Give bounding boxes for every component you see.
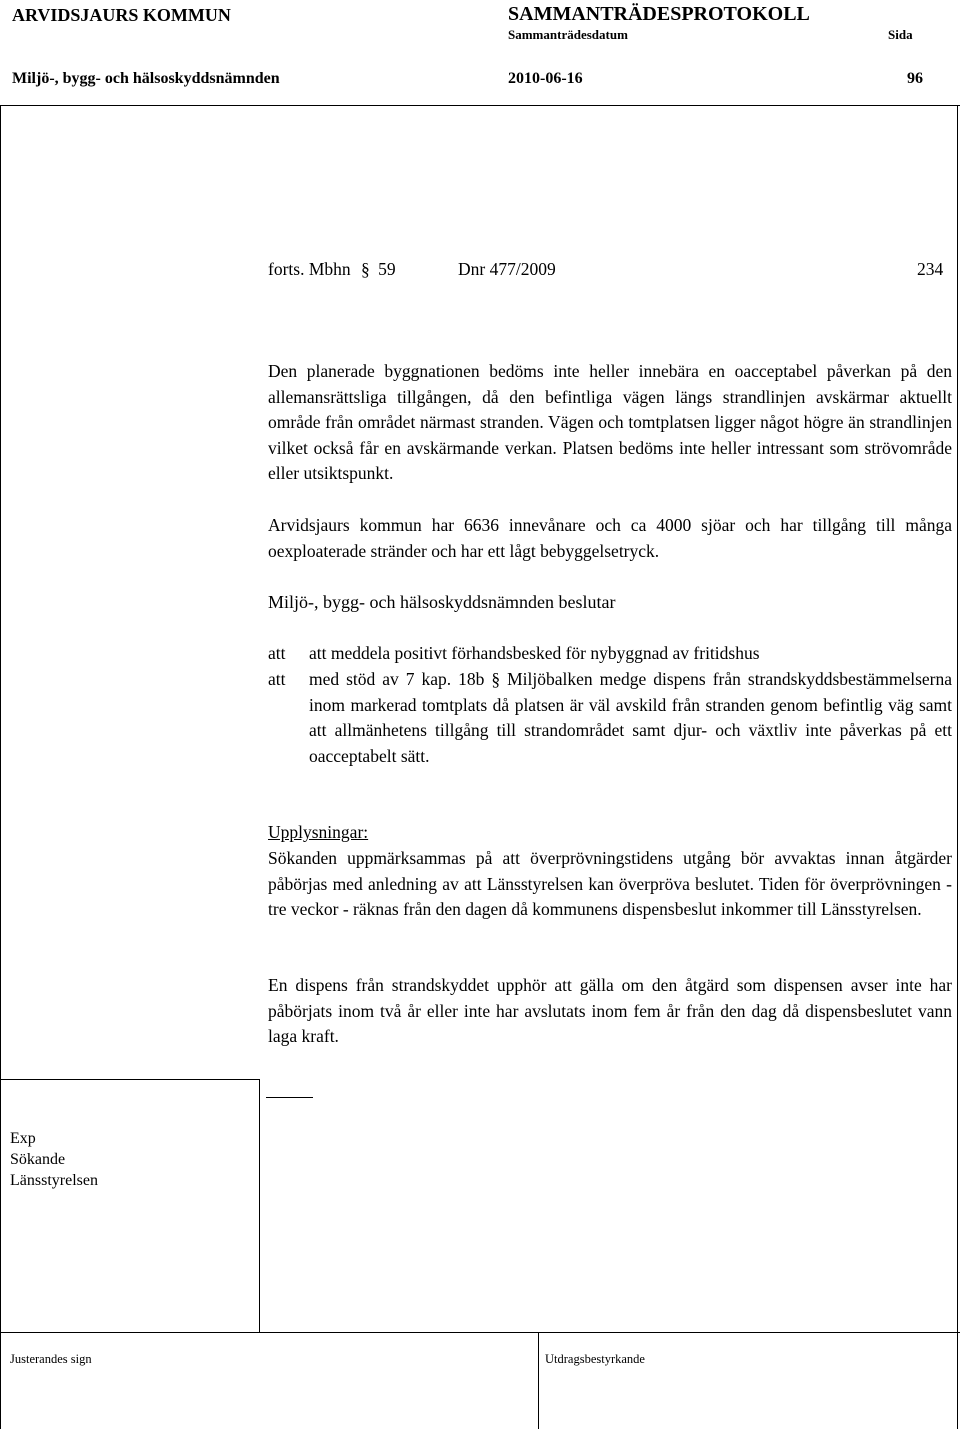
assessment-paragraph-2: Arvidsjaurs kommun har 6636 innevånare och ca 4000 sjöar och har tillgång till många oexploaterade stränder och har ett lågt bebyggelsetryck.: [268, 515, 952, 561]
decision-item-1-label: att: [268, 643, 286, 663]
decision-heading: Miljö-, bygg- och hälsoskyddsnämnden beslutar: [268, 592, 616, 612]
frame-left-border: [0, 105, 1, 1429]
diary-number: Dnr 477/2009: [458, 259, 556, 279]
frame-right-border: [957, 105, 958, 1429]
signature-line: [266, 1097, 313, 1098]
adjuster-signature-label: Justerandes sign: [10, 1352, 92, 1366]
distribution-recipient: Sökande: [10, 1151, 66, 1168]
distribution-recipient: Länsstyrelsen: [10, 1172, 98, 1189]
decision-item-1-text: att meddela positivt förhandsbesked för nybyggnad av fritidshus: [309, 643, 760, 663]
file-code: 234: [917, 259, 944, 279]
sidebar-divider: [259, 1079, 260, 1332]
sidebar-top-border: [0, 1079, 260, 1080]
page-number: 96: [907, 70, 923, 87]
extract-certification-label: Utdragsbestyrkande: [545, 1352, 645, 1366]
meeting-date: 2010-06-16: [508, 70, 583, 87]
decision-item-2-text: [309, 667, 952, 769]
footer-divider: [0, 1332, 960, 1333]
distribution-list: [10, 1128, 98, 1191]
header-divider: [0, 105, 960, 106]
case-reference: [268, 259, 556, 280]
meeting-date-label: Sammanträdesdatum: [508, 27, 628, 42]
decision-item-2-label: att: [268, 669, 286, 689]
case-prefix: forts. Mbhn: [268, 259, 351, 279]
information-paragraph-2: En dispens från strandskyddet upphör att gälla om den åtgärd som dispensen avser inte har påbörjats inom två år eller inte har avslutats inom fem år från den dag då dispensbeslutet vann laga kraft.: [268, 975, 952, 1046]
organization-name: ARVIDSJAURS KOMMUN: [12, 5, 231, 25]
board-name: Miljö-, bygg- och hälsoskyddsnämnden: [12, 70, 280, 87]
distribution-title: Exp: [10, 1130, 36, 1147]
decision-item-2-text-before: med stöd av 7 kap. 18b: [309, 669, 485, 689]
information-heading: [268, 820, 952, 846]
section-sign: §: [361, 259, 370, 279]
information-paragraph-1: Sökanden uppmärksammas på att överprövningstidens utgång bör avvaktas innan åtgärder påbörjas med anledning av att Länsstyrelsen kan överpröva beslutet. Tiden för överprövningen - tre veckor - räknas från den dagen då kommunens dispensbeslut inkommer till Länsstyrelsen.: [268, 848, 952, 919]
section-sign: §: [491, 669, 501, 689]
information-heading-text: Upplysningar:: [268, 822, 369, 842]
decision-item-2-text-after: Miljöbalken medge dispens från strandskyddsbestämmelserna inom markerad tomtplats då platsen är väl avskild från stranden genom befintlig väg samt att allmänhetens tillgång till strandområdet samt djur- och växtliv inte påverkas på ett oacceptabelt sätt.: [309, 669, 953, 766]
document-type: SAMMANTRÄDESPROTOKOLL: [508, 3, 810, 25]
assessment-paragraph-1: Den planerade byggnationen bedöms inte heller innebära en oacceptabel påverkan på den allemansrättsliga tillgången, då den befintliga vägen längs strandlinjen avskärmar aktuellt område från området närmast stranden. Vägen och tomtplatsen ligger något högre än strandlinjen vilket också får en avskärmande verkan. Platsen bedöms inte heller intressant som strövområde eller utsiktspunkt.: [268, 361, 952, 483]
paragraph-number: 59: [378, 259, 396, 279]
footer-column-divider: [538, 1332, 539, 1429]
page-label: Sida: [888, 27, 913, 42]
